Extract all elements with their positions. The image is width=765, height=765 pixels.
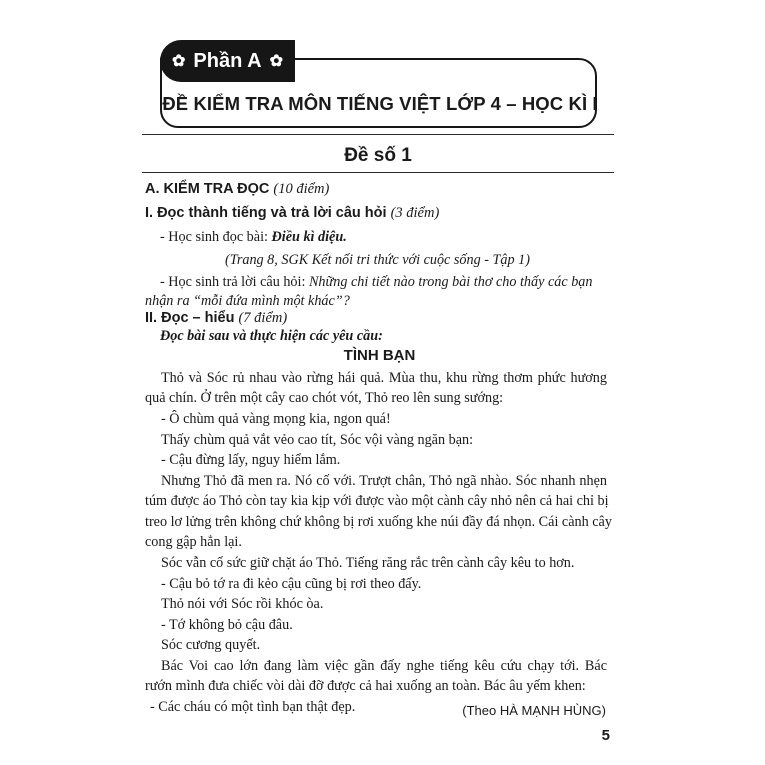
divider-top — [142, 134, 614, 135]
question-prefix: - Học sinh trả lời câu hỏi: — [160, 274, 306, 290]
question-line-1 — [160, 273, 592, 291]
story-line: treo lơ lửng trên không chứ không bị rơi xuống khe núi đầy đá nhọn. Cái cành cây — [145, 514, 612, 530]
section-a-points: (10 điểm) — [273, 181, 330, 197]
story-line: Sóc vẫn cố sức giữ chặt áo Thỏ. Tiếng răng rắc trên cành cây kêu to hơn. — [161, 555, 575, 571]
story-line: - Cậu đừng lấy, nguy hiểm lắm. — [161, 452, 341, 468]
exam-number: Đề số 1 — [344, 145, 412, 166]
story-line: - Tớ không bỏ cậu đâu. — [161, 617, 293, 633]
story-title: TÌNH BẠN — [343, 347, 416, 364]
story-line: Thấy chùm quả vắt vẻo cao tít, Sóc vội vàng ngăn bạn: — [161, 432, 474, 448]
exam-title: ĐỀ KIỂM TRA MÔN TIẾNG VIỆT LỚP 4 – HỌC KÌ I — [162, 93, 598, 114]
part-label: Phần A — [193, 49, 262, 72]
read-source: (Trang 8, SGK Kết nối tri thức với cuộc sống - Tập 1) — [225, 252, 530, 268]
story-source: (Theo HÀ MẠNH HÙNG) — [462, 703, 606, 718]
story-line: túm được áo Thỏ còn tay kia kịp với được vào một cành cây nhỏ nên cả hai chỉ bị — [145, 493, 609, 509]
read-prefix: - Học sinh đọc bài: — [160, 229, 268, 245]
story-line: - Các cháu có một tình bạn thật đẹp. — [150, 699, 356, 715]
part-2-points: (7 điểm) — [238, 310, 288, 326]
story-line: Sóc cương quyết. — [161, 637, 261, 653]
flower-icon: ✿ — [172, 53, 186, 70]
flower-icon: ✿ — [269, 53, 283, 70]
page-number: 5 — [601, 727, 610, 744]
part-2-instruction: Đọc bài sau và thực hiện các yêu cầu: — [160, 328, 383, 344]
story-line: quả chín. Ở trên một cây cao chót vót, Thỏ reo lên sung sướng: — [145, 390, 504, 406]
section-a-title: A. KIỂM TRA ĐỌC — [145, 181, 270, 197]
question-text: Những chi tiết nào trong bài thơ cho thấy các bạn — [308, 274, 593, 290]
story-line: rướn mình đưa chiếc vòi dài đỡ được cả hai xuống an toàn. Bác âu yếm khen: — [145, 678, 586, 694]
story-line: - Ô chùm quả vàng mọng kia, ngon quá! — [161, 411, 391, 427]
story-line: Bác Voi cao lớn đang làm việc gần đấy nghe tiếng kêu cứu chạy tới. Bác — [161, 658, 607, 674]
story-line: Thỏ và Sóc rủ nhau vào rừng hái quả. Mùa thu, khu rừng thơm phức hương — [161, 370, 607, 386]
question-line-2: nhận ra “mỗi đứa mình một khác”? — [145, 293, 350, 309]
part-1-heading — [145, 204, 439, 222]
read-instruction — [160, 228, 347, 246]
story-line: cong gập hẳn lại. — [145, 534, 242, 550]
story-line: - Cậu bỏ tớ ra đi kẻo cậu cũng bị rơi theo đấy. — [161, 576, 422, 592]
divider-bottom — [142, 172, 614, 173]
part-1-points: (3 điểm) — [390, 205, 440, 221]
story-line: Thỏ nói với Sóc rồi khóc òa. — [161, 596, 324, 612]
section-a-heading — [145, 180, 329, 198]
part-label-tab — [160, 40, 295, 82]
story-line: Nhưng Thỏ đã men ra. Nó cố với. Trượt chân, Thỏ ngã nhào. Sóc nhanh nhẹn — [161, 473, 607, 489]
part-1-title: I. Đọc thành tiếng và trả lời câu hỏi — [145, 205, 387, 221]
part-2-heading — [145, 309, 287, 327]
read-title: Điều kì diệu. — [271, 229, 347, 245]
part-2-title: II. Đọc – hiểu — [145, 310, 235, 326]
